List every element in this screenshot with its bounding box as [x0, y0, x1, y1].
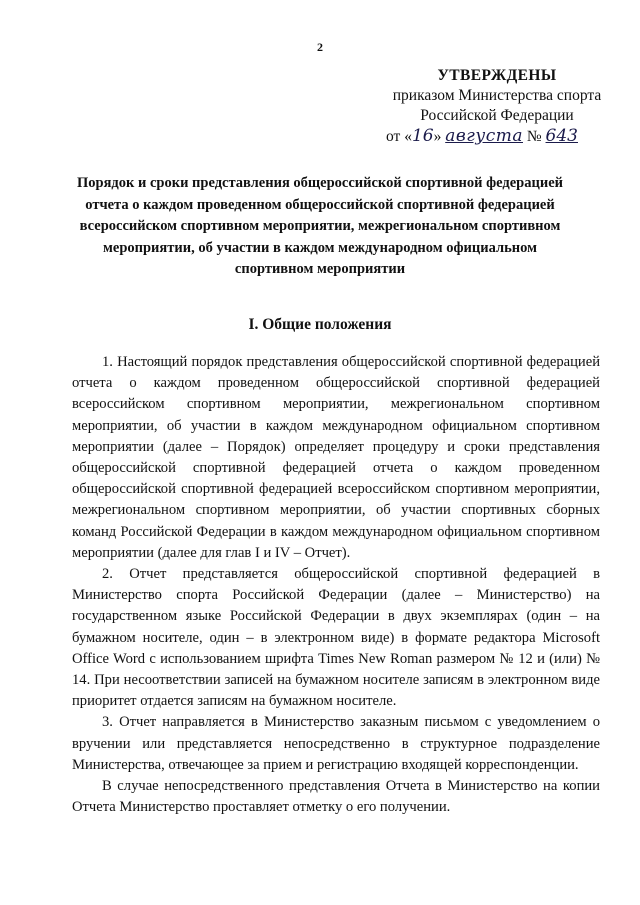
paragraph-3: 3. Отчет направляется в Министерство заказным письмом с уведомлением о вручении или представляется непосредственно в структурное подразделение Министерства, отвечающее за прием и регистрацию входящей корреспонденции.	[72, 714, 600, 773]
handwritten-day: 16	[411, 126, 434, 146]
approval-line-ministry: приказом Министерства спорта	[392, 87, 602, 104]
paragraph-1: 1. Настоящий порядок представления общероссийской спортивной федерацией отчета о каждом проведенном общероссийской спортивной федерацией всероссийском спортивном мероприятии, межрегиональном спортивном мероприятии, об участии в каждом международном официальном спортивном мероприятии (далее – Порядок) определяет процедуру и сроки представления общероссийской спортивной федерацией отчета о каждом проведенном общероссийской спортивной федерацией всероссийском спортивном мероприятии, межрегиональном спортивном мероприятии, об участии спортивных сборных команд Российской Федерации в каждом международном официальном спортивном мероприятии (далее для глав I и IV – Отчет).	[72, 354, 600, 561]
document-title: Порядок и сроки представления общероссийской спортивной федерацией отчета о каждом проведенном общероссийской спортивной федерацией всероссийском спортивном мероприятии, межрегиональном спортивном мероприятии, об участии в каждом международном официальном спортивном мероприятии	[76, 175, 563, 277]
order-number-label: №	[522, 128, 546, 145]
approval-title: УТВЕРЖДЕНЫ	[437, 67, 557, 84]
approval-line-federation: Российской Федерации	[420, 107, 574, 124]
paragraph-4: В случае непосредственного представления Отчета в Министерство на копии Отчета Министерство проставляет отметку о его получении.	[72, 778, 600, 816]
approval-stamp-block	[372, 66, 622, 147]
date-prefix: от «	[386, 128, 412, 145]
approval-date-line	[372, 126, 622, 147]
date-mid: »	[433, 128, 446, 145]
section-heading: I. Общие положения	[248, 316, 392, 333]
handwritten-month: августа	[445, 126, 523, 146]
page-number: 2	[317, 40, 323, 54]
section-body	[72, 352, 600, 818]
paragraph-2: 2. Отчет представляется общероссийской спортивной федерацией в Министерство спорта Российской Федерации (далее – Министерство) на государственном языке Российской Федерации в двух экземплярах (один – на бумажном носителе, один – в электронном виде) в формате редактора Microsoft Office Word с использованием шрифта Times New Roman размером № 12 и (или) № 14. При несоответствии записей на бумажном носителе записям в электронном виде приоритет отдается записям на бумажном носителе.	[72, 566, 600, 710]
handwritten-order-number: 643	[545, 126, 578, 146]
